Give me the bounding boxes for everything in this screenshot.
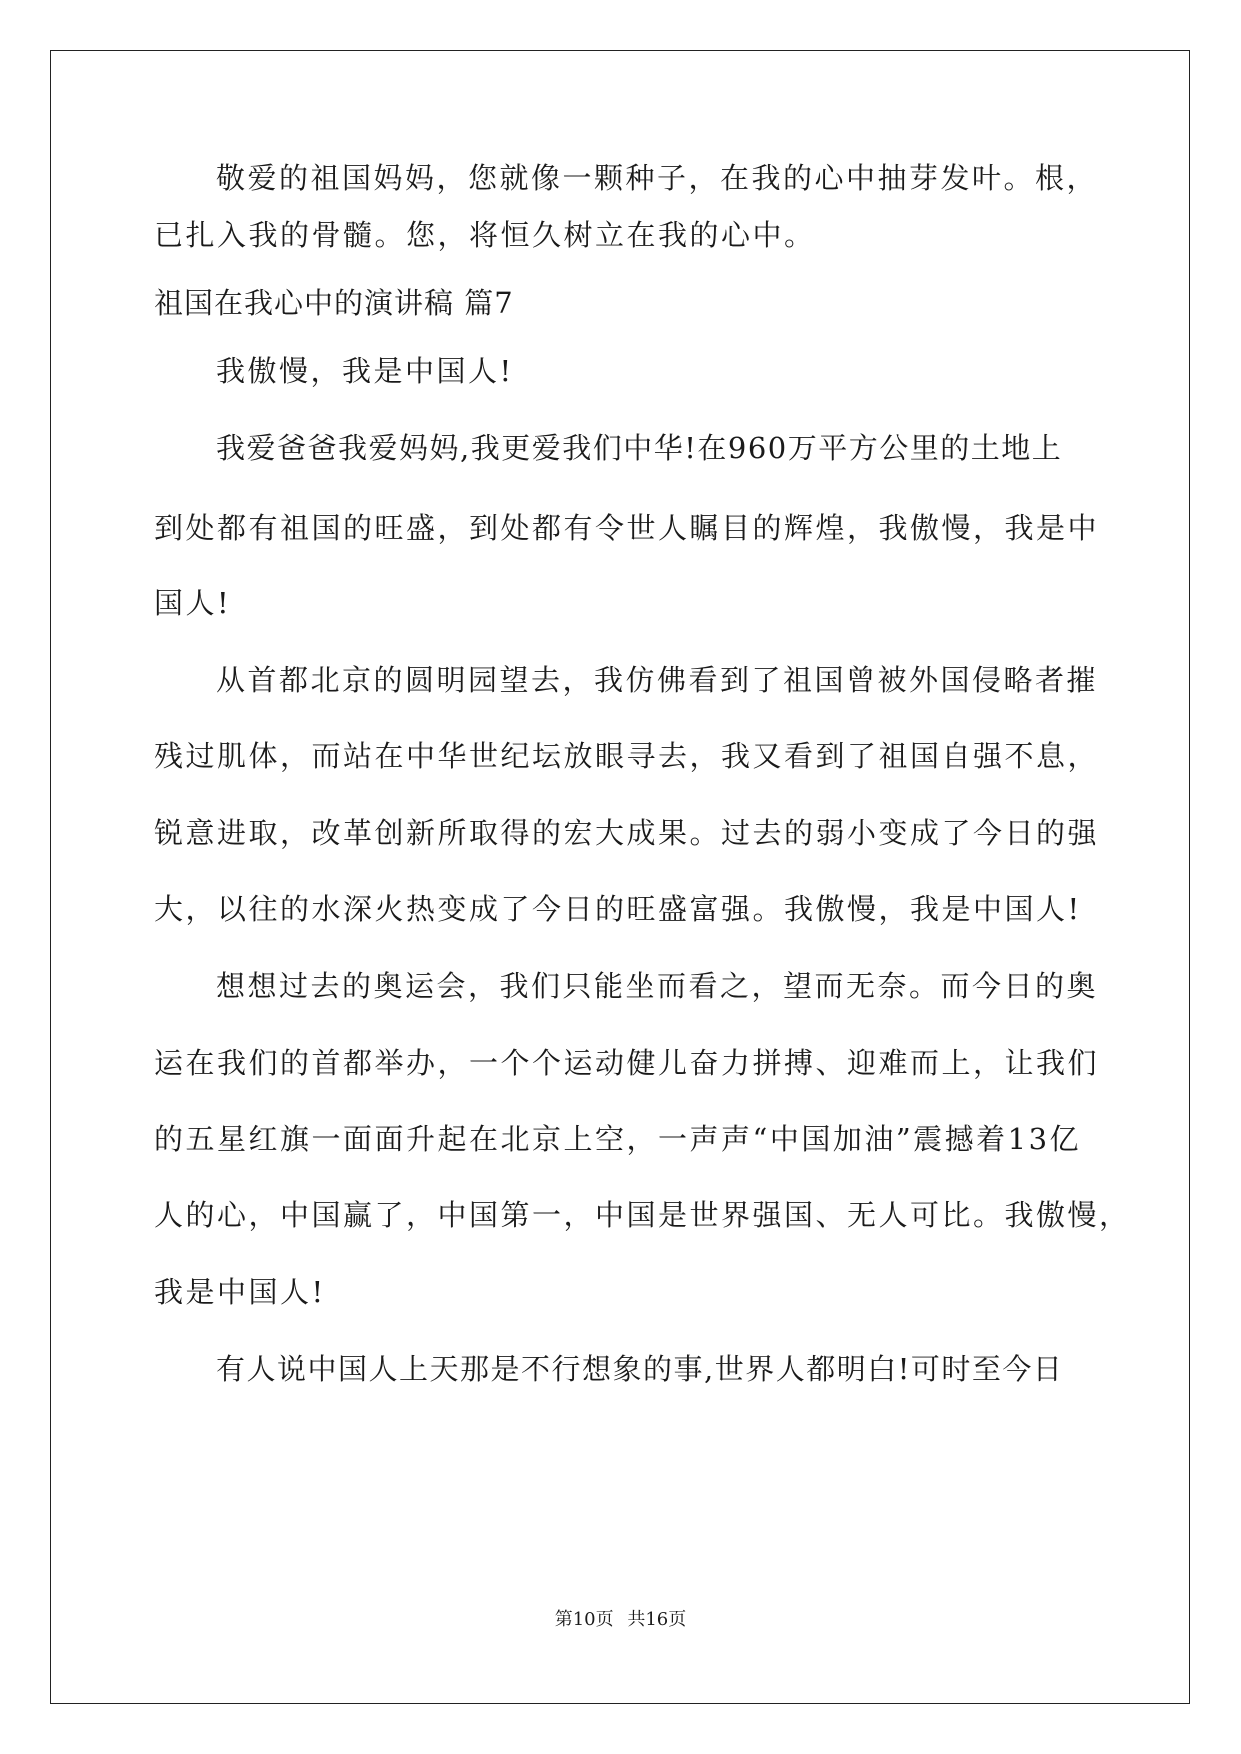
paragraph-line: 想想过去的奥运会，我们只能坐而看之，望而无奈。而今日的奥 xyxy=(216,969,1099,1003)
paragraph-line: 到处都有祖国的旺盛，到处都有令世人瞩目的辉煌，我傲慢，我是中 xyxy=(154,511,1100,545)
paragraph-line: 我是中国人! xyxy=(154,1275,326,1309)
paragraph-line: 锐意进取，改革创新所取得的宏大成果。过去的弱小变成了今日的强 xyxy=(154,816,1100,850)
paragraph-line: 国人! xyxy=(154,586,232,620)
paragraph-line: 大，以往的水深火热变成了今日的旺盛富强。我傲慢，我是中国人! xyxy=(154,892,1082,926)
page-footer xyxy=(0,1608,1241,1632)
paragraph-line: 从首都北京的圆明园望去，我仿佛看到了祖国曾被外国侵略者摧 xyxy=(216,663,1099,697)
paragraph-line: 已扎入我的骨髓。您，将恒久树立在我的心中。 xyxy=(154,218,816,252)
paragraph-line: 残过肌体，而站在中华世纪坛放眼寻去，我又看到了祖国自强不息， xyxy=(154,739,1100,773)
paragraph-line: 我爱爸爸我爱妈妈,我更爱我们中华!在960万平方公里的土地上 xyxy=(216,431,1063,465)
paragraph-line: 的五星红旗一面面升起在北京上空，一声声“中国加油”震撼着13亿 xyxy=(154,1122,1082,1156)
section-heading: 祖国在我心中的演讲稿 篇7 xyxy=(154,286,514,320)
paragraph-line: 我傲慢，我是中国人! xyxy=(216,354,514,388)
paragraph-line: 有人说中国人上天那是不行想象的事,世界人都明白!可时至今日 xyxy=(216,1352,1064,1386)
paragraph-line: 运在我们的首都举办，一个个运动健儿奋力拼搏、迎难而上，让我们 xyxy=(154,1046,1100,1080)
page-number-current: 第10页 xyxy=(554,1609,614,1630)
page-number-total: 共16页 xyxy=(627,1609,687,1630)
paragraph-line: 敬爱的祖国妈妈，您就像一颗种子，在我的心中抽芽发叶。根， xyxy=(216,161,1099,195)
paragraph-line: 人的心，中国赢了，中国第一，中国是世界强国、无人可比。我傲慢， xyxy=(154,1198,1131,1232)
